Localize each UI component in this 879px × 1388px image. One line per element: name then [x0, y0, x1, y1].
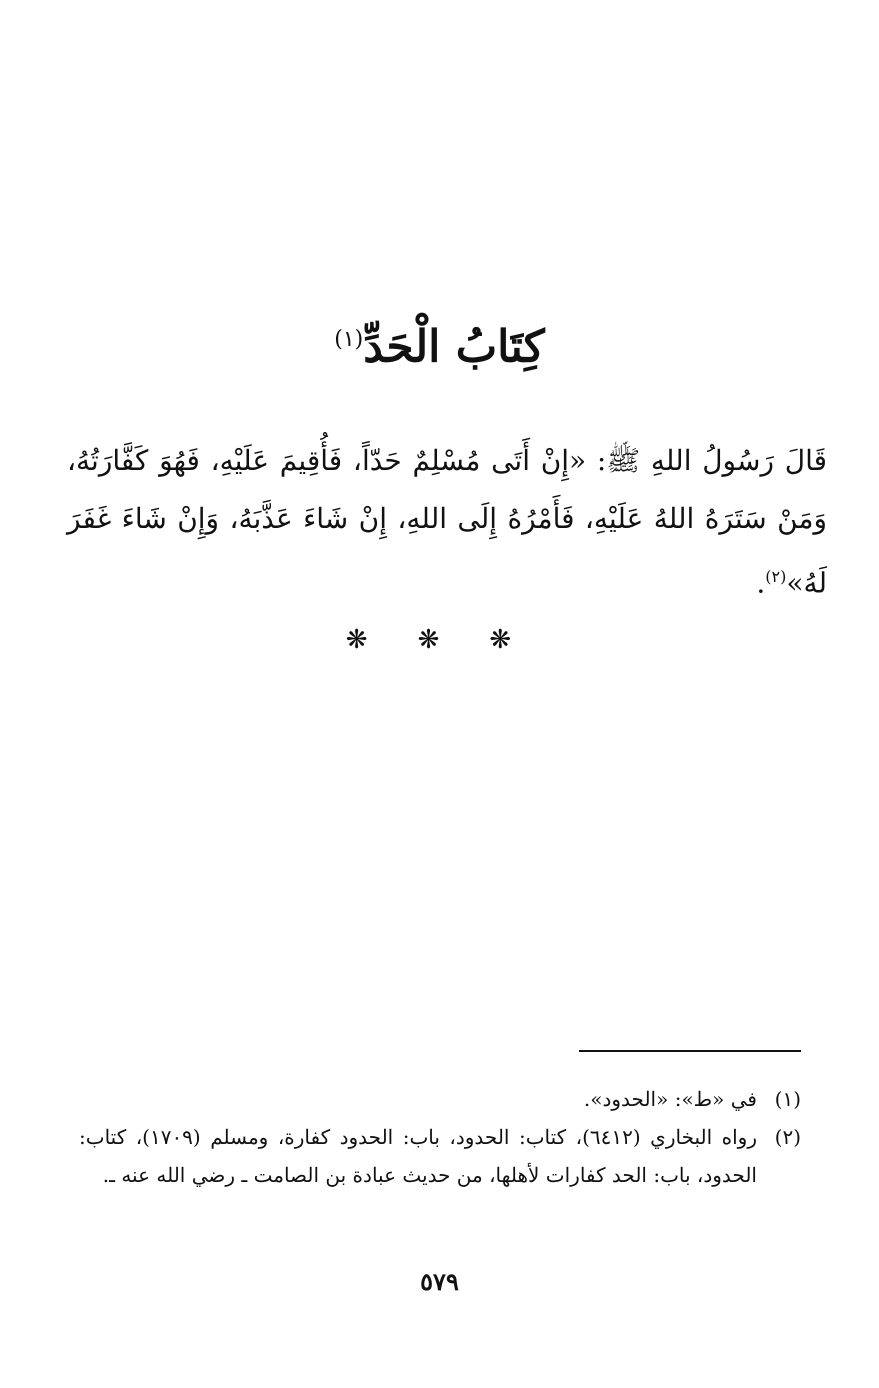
hadith-text: قَالَ رَسُولُ اللهِ ﷺ: «إِنْ أَتَى مُسْلِمٌ حَدّاً، فَأُقِيمَ عَلَيْهِ، فَهُوَ كَفَّارَتُهُ، وَمَنْ سَتَرَهُ اللهُ عَلَيْهِ، فَأَمْرُهُ إِلَى اللهِ، إِنْ شَاءَ عَذَّبَهُ، وَإِنْ شَاءَ غَفَرَ لَهُ»: [67, 444, 827, 600]
page-number: ٥٧٩: [420, 1267, 459, 1296]
footnote-text: في «ط»: «الحدود».: [583, 1087, 757, 1111]
hadith-end-mark: .: [756, 566, 766, 600]
star-ornament-icon: ❋: [345, 625, 390, 655]
footnote-item: [79, 1118, 801, 1194]
star-ornament-icon: ❋: [489, 625, 534, 655]
chapter-title: [0, 300, 879, 388]
section-separator: [0, 620, 879, 660]
footnotes: [79, 1080, 801, 1194]
footnote-ref-2: (٢): [765, 567, 787, 586]
footnote-text: رواه البخاري (٦٤١٢)، كتاب: الحدود، باب: الحدود كفارة، ومسلم (١٧٠٩)، كتاب: الحدود، باب: الحد كفارات لأهلها، من حديث عبادة بن الصامت ـ رضي الله عنه ـ.: [79, 1125, 757, 1187]
footnote-ref-1: (١): [334, 327, 364, 352]
footnote-divider: [579, 1050, 801, 1052]
footnote-number: (١): [774, 1087, 801, 1111]
chapter-title-text: كِتَابُ الْحَدِّ: [363, 321, 545, 373]
footnote-item: [79, 1080, 801, 1118]
hadith-paragraph: [67, 432, 827, 612]
hadith-text-block: [67, 432, 827, 612]
footnote-number: (٢): [774, 1125, 801, 1149]
star-ornament-icon: ❋: [417, 625, 462, 655]
